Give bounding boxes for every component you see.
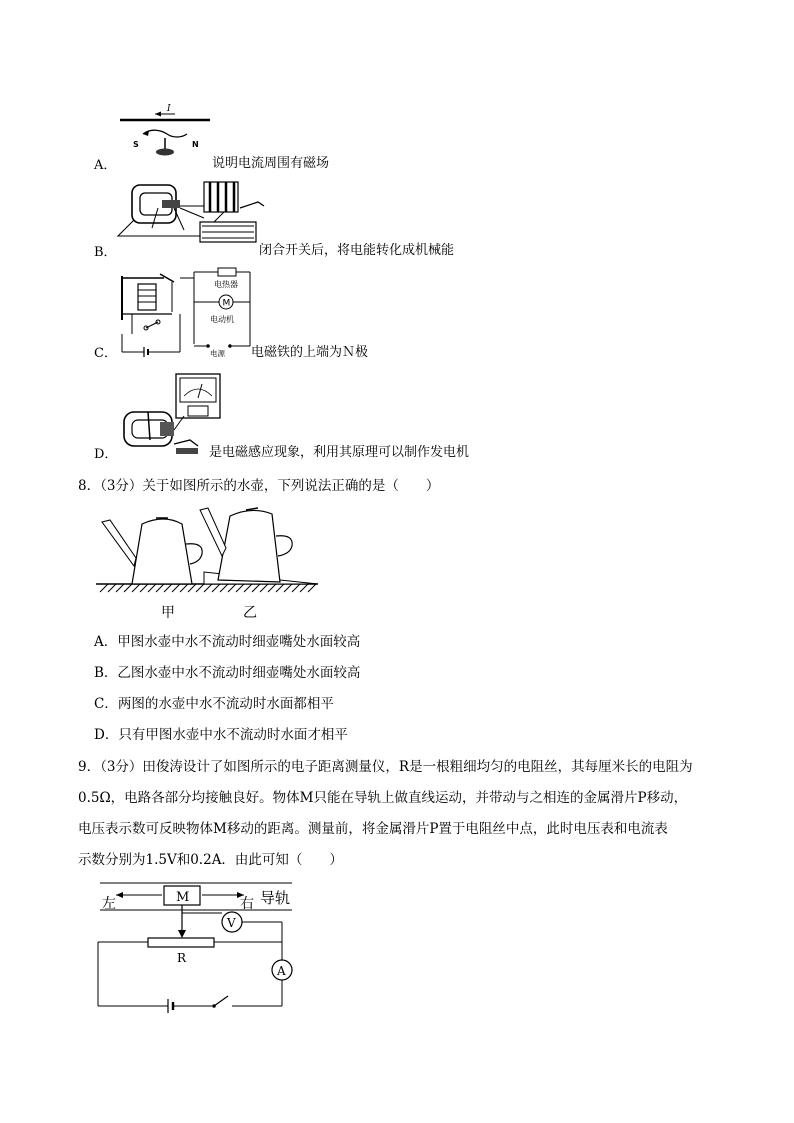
option-d-text: 是电磁感应现象，利用其原理可以制作发电机: [209, 445, 470, 460]
kettle-label-right: 乙: [243, 605, 257, 621]
q9-line-3: 电压表示数可反映物体M移动的距离。测量前，将金属滑片P置于电阻丝中点，此时电压表和电流表: [78, 821, 668, 837]
ammeter-label: A: [277, 964, 286, 978]
option-a-text: 说明电流周围有磁场: [212, 156, 330, 171]
q9-line-2: 0.5Ω，电路各部分均接触良好。物体M只能在导轨上做直线运动，并带动与之相连的金属滑片P移动，: [78, 790, 688, 806]
heater-label: 电热器: [214, 280, 238, 289]
q8-option-b-letter: B．: [94, 665, 118, 681]
figure-distance-meter-circuit: [96, 880, 301, 1010]
right-label: 右: [240, 896, 254, 912]
q8-option-c-text: 两图的水壶中水不流动时水面都相平: [117, 696, 334, 712]
option-d-letter: D．: [94, 447, 118, 462]
current-label: I: [167, 104, 171, 114]
q9-line-4: 示数分别为1.5V和0.2A．由此可知（ ）: [78, 852, 343, 868]
source-label: 电源: [210, 349, 225, 358]
option-b-text: 闭合开关后，将电能转化成机械能: [259, 243, 455, 258]
q8-option-d: [94, 726, 348, 744]
q8-option-a-letter: A．: [94, 634, 118, 650]
motor-symbol: M: [222, 298, 231, 309]
q8-option-d-text: 只有甲图水壶中水不流动时水面才相平: [118, 727, 348, 743]
option-a-letter: A．: [94, 158, 117, 173]
resistor-label: R: [177, 951, 187, 965]
question-9-stem: [78, 752, 718, 876]
motor-label: 电动机: [210, 315, 234, 324]
figure-c-relay-circuit: [118, 264, 254, 356]
kettle-label-left: 甲: [161, 605, 175, 621]
figure-a-wire-compass: [115, 104, 225, 178]
q8-option-c-letter: C．: [94, 696, 118, 712]
option-c-letter: C．: [94, 346, 117, 361]
q9-line-1: 9．（3分）田俊涛设计了如图所示的电子距离测量仪，R是一根粗细均匀的电阻丝，其每厘米长的电阻为: [78, 759, 693, 775]
south-label: S: [133, 140, 139, 149]
question-8-stem: 8．（3分）关于如图所示的水壶，下列说法正确的是（ ）: [78, 478, 440, 494]
left-label: 左: [102, 896, 116, 912]
figure-b-motor-apparatus: [118, 178, 268, 250]
north-label: N: [192, 140, 199, 149]
q8-option-a: [94, 633, 360, 651]
q8-option-b: [94, 664, 360, 682]
voltmeter-label: V: [227, 916, 236, 930]
figure-kettles: [96, 506, 320, 598]
rail-label: 导轨: [260, 889, 291, 907]
q8-option-c: [94, 695, 334, 713]
q8-option-b-text: 乙图水壶中水不流动时细壶嘴处水面较高: [117, 665, 361, 681]
option-b-letter: B．: [94, 245, 117, 260]
q8-option-d-letter: D．: [94, 727, 119, 743]
q8-option-a-text: 甲图水壶中水不流动时细壶嘴处水面较高: [117, 634, 361, 650]
option-c-text: 电磁铁的上端为Ｎ极: [251, 345, 369, 360]
object-m-label: M: [176, 890, 190, 905]
